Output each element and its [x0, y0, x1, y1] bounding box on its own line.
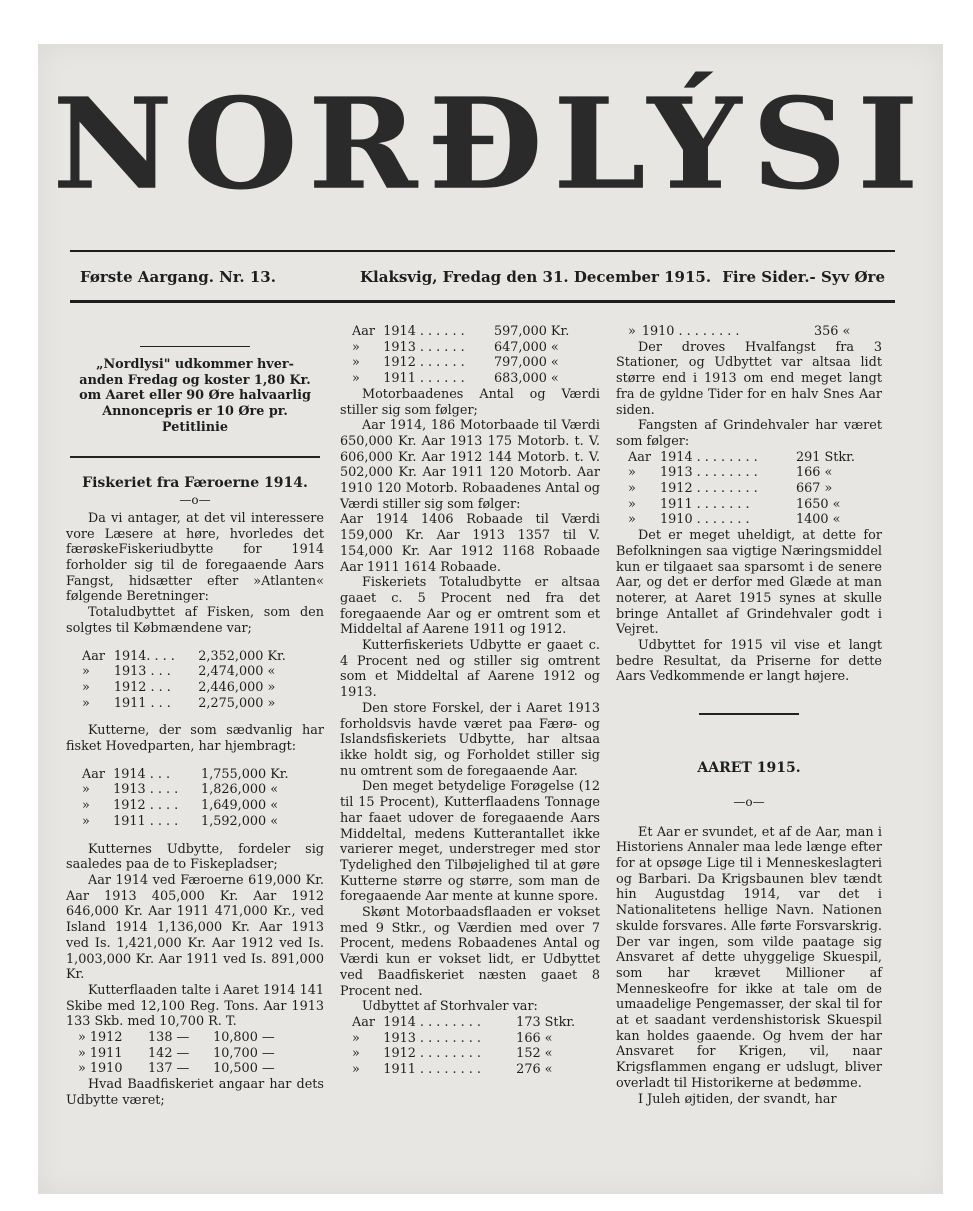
cell: 647,000 « [493, 339, 559, 355]
cell: 1911 . . . . . . . [660, 496, 750, 512]
table-row [352, 1015, 596, 1031]
data-table [82, 649, 319, 712]
cell: 142 — [148, 1045, 190, 1061]
subscription-notice [66, 357, 324, 436]
paragraph: Det er meget uheldigt, at dette for Befolkningen saa vigtige Næringsmiddel kun er tilgaaet saa sparsomt i de senere Aar, og det er derfor med Glæde at man noterer, at Aaret 1915 synes at skulle bringe Antallet af Grindehvaler godt i Vejret. [616, 528, 882, 638]
table-row [82, 782, 319, 798]
cell: » [352, 355, 360, 371]
cell: » [82, 782, 90, 798]
paragraph: Kutternes Udbytte, fordeler sig saaledes paa de to Fiskepladser; [66, 841, 324, 873]
cell: 2,275,000 » [198, 695, 276, 711]
issue-info-bar [70, 268, 895, 292]
cell: 597,000 Kr. [493, 324, 570, 339]
column-3 [616, 324, 882, 1107]
cell: 1911 . . . . . . . . [383, 1062, 481, 1078]
issue-price: Fire Sider.- Syv Øre [722, 268, 885, 286]
cell: » 1910 [78, 1061, 123, 1077]
paragraph: I Juleh øjtiden, der svandt, har [638, 1091, 837, 1107]
notice-line: om Aaret eller 90 Øre halvaarlig [79, 388, 311, 404]
paragraph: Fangsten af Grindehvaler har været som følger: [616, 418, 882, 449]
table-row [352, 1046, 596, 1062]
cell: 1914 . . . . . . . . [383, 1014, 481, 1030]
cell: Aar [82, 766, 105, 782]
paragraph: Den store Forskel, der i Aaret 1913 forholdsvis havde været paa Færø- og Islandsfiskeriets Udbytte, har altsaa ikke holdt sig, og Forholdet stiller sig nu omtrent som de foregaaende Aar. [340, 700, 600, 779]
table-row [352, 324, 596, 340]
cell: 173 Stkr. [516, 1014, 576, 1030]
cell: Aar [352, 1014, 375, 1030]
notice-line: Annoncepris er 10 Øre pr. [102, 404, 288, 420]
paragraph: Da vi antager, at det vil interessere vore Læsere at høre, hvorledes det færøskeFiskeriudbytte for 1914 forholder sig til de foregaaende Aars Fangst, hidsætter efter »Atlanten« følgende Beretninger: [66, 510, 324, 605]
cell: 1911 . . . [113, 695, 171, 711]
table-row [352, 371, 596, 387]
article-heading: AARET 1915. [697, 760, 801, 777]
cell: 1914 . . . [113, 766, 171, 782]
paragraph: Totaludbyttet af Fisken, som den solgtes til Købmændene var; [66, 605, 324, 636]
data-table [352, 324, 596, 387]
cell: 1910 . . . . . . . . [641, 324, 740, 339]
cell: 1,826,000 « [201, 782, 279, 798]
cell: 166 « [516, 1030, 553, 1046]
table-row [628, 324, 878, 340]
cell: 1912 . . . . . . . . [383, 1046, 481, 1062]
cell: » 1912 [78, 1030, 123, 1046]
separator: —o— [179, 493, 211, 508]
cell: Aar [82, 648, 105, 664]
cell: 1911 . . . . . . [383, 371, 465, 387]
cell: » [82, 695, 90, 711]
cell: 1400 « [795, 512, 841, 528]
table-row [78, 1046, 310, 1062]
cell: 1913 . . . . . . . . [383, 1030, 481, 1046]
cell: » [82, 664, 90, 680]
table-row [82, 664, 319, 680]
paragraph: Udbyttet for 1915 vil vise et langt bedre Resultat, da Priserne for dette Aars Vedkommende er langt højere. [616, 638, 882, 685]
paragraph: Hvad Baadfiskeriet angaar har dets Udbytte været; [66, 1077, 324, 1108]
column-1 [66, 324, 324, 1109]
cell: » [628, 496, 636, 512]
cell: 1912 . . . . . . [383, 355, 465, 371]
paragraph: Der droves Hvalfangst fra 3 Stationer, og Udbyttet var altsaa lidt større end i 1913 om end meget langt fra de gyldne Tider for en halv Snes Aar siden. [616, 339, 882, 418]
cell: 356 « [813, 324, 851, 339]
cell: » [352, 371, 360, 387]
cell: 1914 . . . . . . [383, 324, 465, 339]
cell: 1911 . . . . [113, 813, 179, 829]
paragraph: Fiskeriets Totaludbytte er altsaa gaaet c. 5 Procent ned fra det foregaaende Aar og er omtrent som et Middeltal af Aarene 1911 og 1912. [340, 575, 600, 638]
paragraph: Udbyttet af Storhvaler var: [362, 999, 538, 1015]
article-heading: Fiskeriet fra Færoerne 1914. [82, 474, 308, 491]
top-rule [70, 250, 895, 252]
cell: » [628, 512, 636, 528]
cell: » [628, 465, 636, 481]
cell: 797,000 « [493, 355, 559, 371]
cell: 1913 . . . . . . [383, 339, 465, 355]
masthead-title: NORÐLÝSI [52, 70, 929, 219]
table-row [82, 649, 319, 665]
data-table [628, 324, 878, 340]
table-row [628, 481, 878, 497]
cell: » 1911 [78, 1045, 123, 1061]
cell: 2,474,000 « [198, 664, 276, 680]
paragraph: Aar 1914 1406 Robaade til Værdi 159,000 Kr. Aar 1913 1357 til V. 154,000 Kr. Aar 1912 1168 Robaade Aar 1911 1614 Robaade. [340, 512, 600, 575]
cell: 138 — [148, 1030, 190, 1046]
notice-line: Petitlinie [161, 419, 229, 435]
paragraph: Kutterne, der som sædvanlig har fisket Hovedparten, har hjembragt: [66, 723, 324, 755]
cell: » [352, 1046, 360, 1062]
table-row [352, 340, 596, 356]
table-row [78, 1030, 310, 1046]
issue-number: Første Aargang. Nr. 13. [80, 268, 276, 286]
cell: 1914. . . . [113, 648, 175, 664]
data-table [78, 1030, 310, 1077]
paragraph: Kutterfiskeriets Udbytte er gaaet c. 4 Procent ned og stiller sig omtrent som et Middeltal af Aarene 1912 og 1913. [340, 638, 600, 701]
paragraph: Aar 1914 ved Færoerne 619,000 Kr. Aar 1913 405,000 Kr. Aar 1912 646,000 Kr. Aar 1911 471,000 Kr., ved Island 1914 1,136,000 Kr. Aar 1913 ved Is. 1,421,000 Kr. Aar 1912 ved Is. 1,003,000 Kr. Aar 1911 ved Is. 891,000 Kr. [66, 872, 324, 983]
notice-line: „Nordlysi" udkommer hver- [96, 357, 294, 372]
paragraph: Aar 1914, 186 Motorbaade til Værdi 650,000 Kr. Aar 1913 175 Motorb. t. V. 606,000 Kr. Aar 1912 144 Motorb. t. V. 502,000 Kr. Aar 1911 120 Motorb. Aar 1910 120 Motorb. Robaadenes Antal og Værdi stiller sig som følger: [340, 418, 600, 512]
table-row [628, 497, 878, 513]
table-row [82, 680, 319, 696]
table-row [78, 1061, 310, 1077]
cell: 166 « [795, 465, 833, 481]
divider [699, 713, 799, 715]
divider [140, 346, 250, 347]
cell: 1913 . . . . [113, 782, 179, 798]
cell: 2,446,000 » [198, 679, 276, 695]
cell: » [352, 339, 360, 355]
issue-date: Klaksvig, Fredag den 31. December 1915. [360, 268, 712, 286]
table-row [628, 450, 878, 466]
cell: 10,800 — [213, 1030, 275, 1046]
cell: 1912 . . . . [113, 798, 179, 814]
cell: 1,592,000 « [201, 813, 279, 829]
cell: 1914 . . . . . . . . [660, 449, 758, 465]
cell: 1910 . . . . . . . [660, 512, 750, 528]
cell: » [628, 324, 636, 339]
newspaper-page [38, 44, 943, 1194]
cell: » [352, 1062, 360, 1078]
table-row [82, 814, 319, 830]
column-2 [340, 324, 600, 1078]
cell: 1913 . . . . . . . . [660, 465, 758, 481]
table-row [82, 798, 319, 814]
cell: 1913 . . . [113, 664, 171, 680]
data-table [352, 1015, 596, 1078]
cell: 152 « [516, 1046, 553, 1062]
table-row [628, 512, 878, 528]
paragraph: Et Aar er svundet, et af de Aar, man i Historiens Annaler maa lede længe efter for at opsøge Lige til i Menneskeslagteri og Barbari. Da Krigsbaunen blev tændt hin Augustdag 1914, var det i Nationalitetens hellige Navn. Nationen skulde forsvares. Alle førte Forsvarskrig. Der var ingen, som vilde paatage sig Ansvaret af dette uhyggelige Skuespil, som har krævet Millioner af Menneskeofre for ikke at tale om de umaadelige Pengemasser, der skal til for at et saadant verdenshistorisk Skuespil kan holdes gaaende. Og hvem der har Ansvaret for Krigen, vil, naar Krigsflammen engang er udslugt, bliver overladt til Historikerne at bedømme. [616, 824, 882, 1091]
cell: 2,352,000 Kr. [198, 648, 286, 664]
table-row [352, 1031, 596, 1047]
table-row [82, 696, 319, 712]
cell: 1912 . . . [113, 679, 171, 695]
paragraph: Den meget betydelige Forøgelse (12 til 15 Procent), Kutterflaadens Tonnage har faaet udover de foregaaende Aars Middeltal, medens Kutterantallet ikke varierer meget, understreger med stor Tydelighed den Tilbøjelighed til at gøre Kutterne større og større, som man de foregaaende Aar mente at kunne spore. [340, 779, 600, 905]
cell: 1,755,000 Kr. [201, 766, 289, 782]
cell: 667 » [795, 481, 833, 497]
data-table [82, 767, 319, 830]
cell: 137 — [148, 1061, 190, 1077]
data-table [628, 450, 878, 529]
cell: 1,649,000 « [201, 798, 279, 814]
paragraph: Skønt Motorbaadsflaaden er vokset med 9 Stkr., og Værdien med over 7 Procent, medens Robaadenes Antal og Værdi kun er vokset lidt, er Udbyttet ved Baadfiskeriet næsten gaaet 8 Procent ned. [340, 905, 600, 999]
cell: 10,700 — [213, 1045, 275, 1061]
table-row [352, 1062, 596, 1078]
table-row [352, 355, 596, 371]
cell: 276 « [516, 1062, 553, 1078]
table-row [628, 465, 878, 481]
cell: Aar [352, 324, 375, 339]
separator: —o— [733, 794, 765, 809]
cell: » [628, 481, 636, 497]
table-row [82, 767, 319, 783]
header-rule [70, 300, 895, 303]
notice-line: anden Fredag og koster 1,80 Kr. [79, 372, 311, 388]
cell: » [352, 1030, 360, 1046]
cell: 1912 . . . . . . . . [660, 481, 758, 497]
cell: 291 Stkr. [795, 449, 855, 465]
divider [70, 456, 320, 458]
cell: 683,000 « [493, 371, 559, 387]
cell: » [82, 813, 90, 829]
cell: 1650 « [795, 496, 841, 512]
paragraph: Motorbaadenes Antal og Værdi stiller sig som følger; [340, 386, 600, 418]
cell: Aar [628, 449, 651, 465]
paragraph: Kutterflaaden talte i Aaret 1914 141 Skibe med 12,100 Reg. Tons. Aar 1913 133 Skb. med 10,700 R. T. [66, 982, 325, 1030]
cell: » [82, 798, 90, 814]
cell: » [82, 679, 90, 695]
cell: 10,500 — [213, 1061, 275, 1077]
